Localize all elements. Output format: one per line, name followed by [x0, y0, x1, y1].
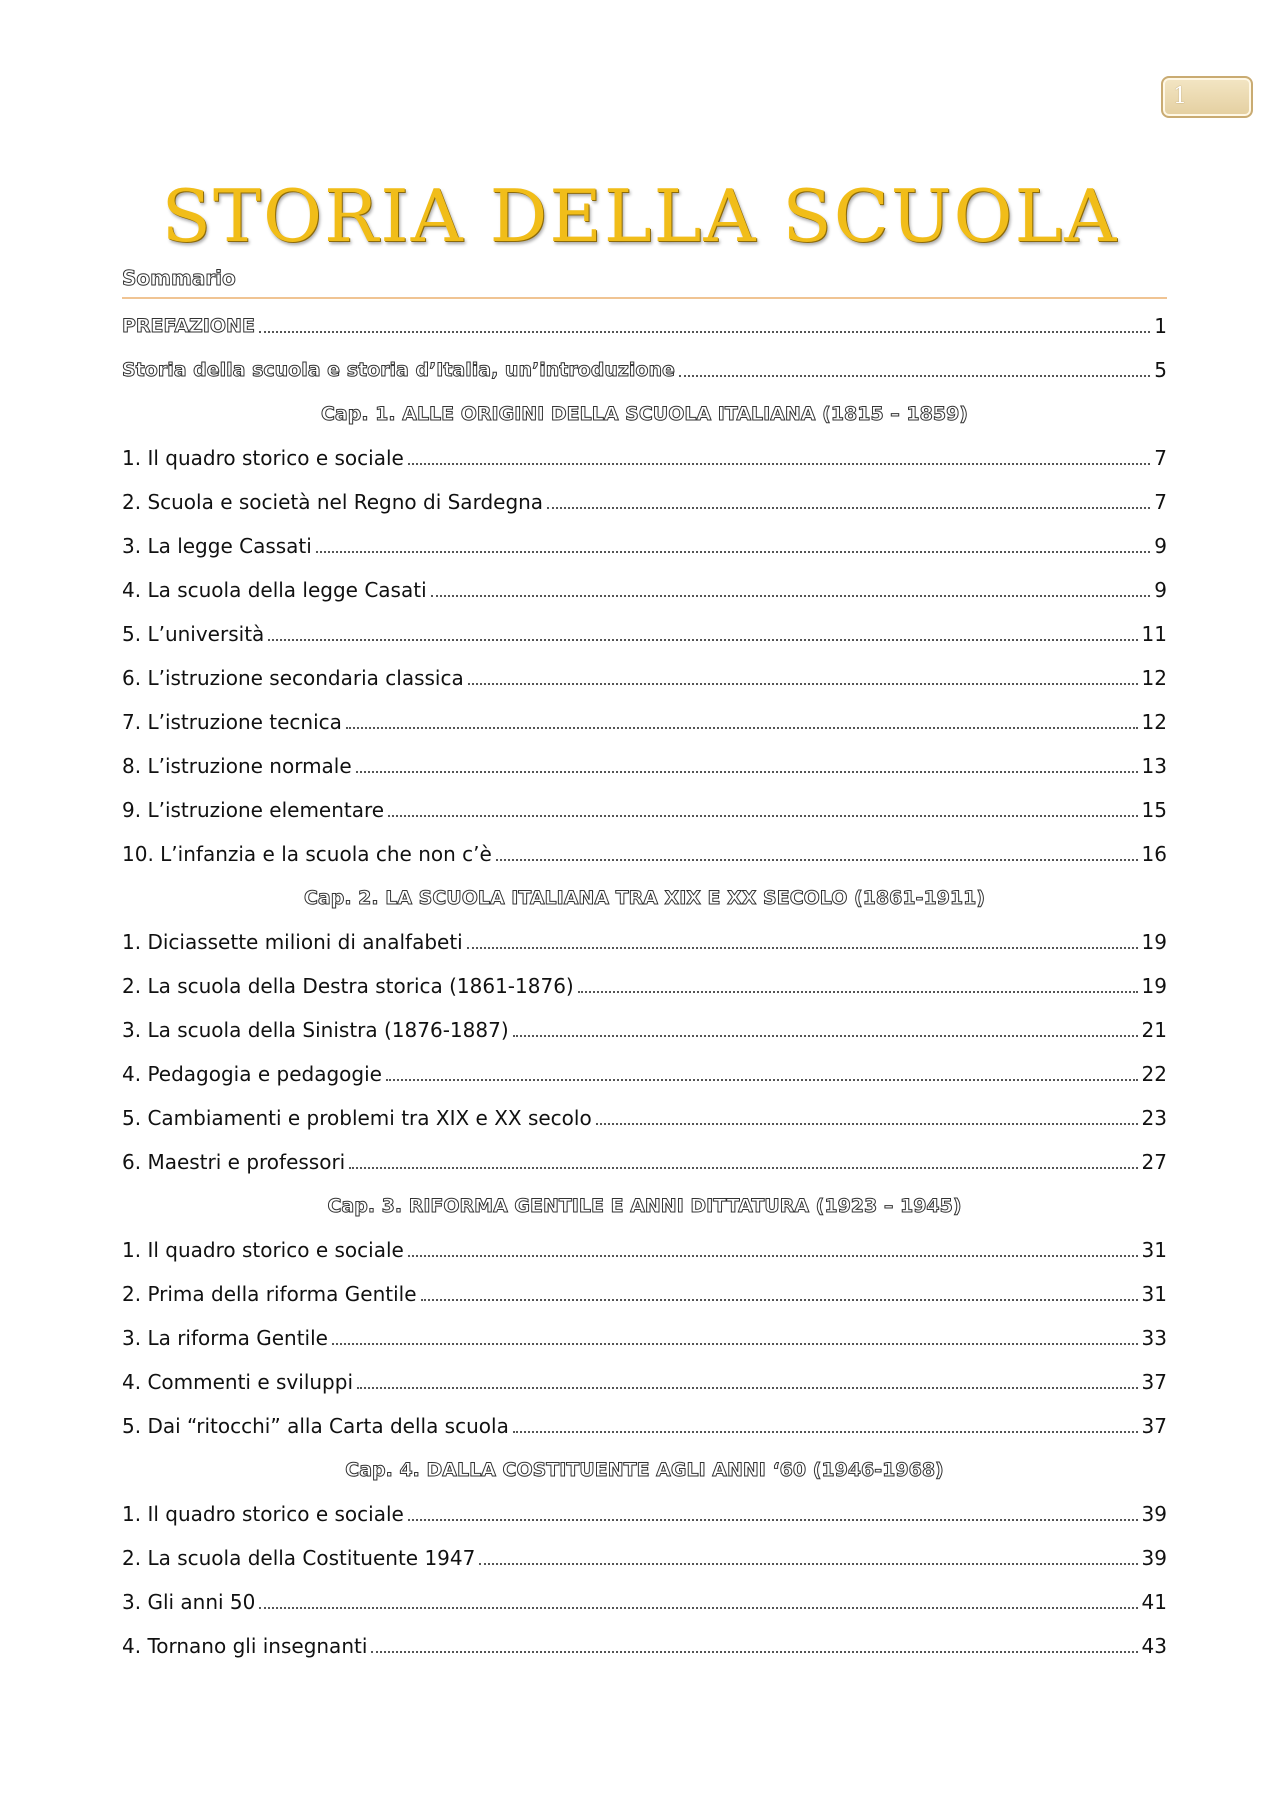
dot-leader: [388, 815, 1137, 817]
toc-entry-label: 7. L’istruzione tecnica: [122, 710, 342, 734]
toc-entry-page: 11: [1141, 622, 1167, 646]
toc-entry-label: Storia della scuola e storia d’Italia, un’introduzione: [122, 359, 675, 381]
toc-entry-label: 3. La riforma Gentile: [122, 1326, 328, 1350]
toc-entry-page: 37: [1141, 1414, 1167, 1438]
toc-entry-page: 9: [1154, 534, 1167, 558]
toc-entry-label: 5. Cambiamenti e problemi tra XIX e XX secolo: [122, 1106, 592, 1130]
toc-entry[interactable]: [122, 656, 1167, 700]
toc-entry-label: 2. La scuola della Destra storica (1861-1876): [122, 974, 574, 998]
toc-entry[interactable]: [122, 1272, 1167, 1316]
dot-leader: [408, 463, 1150, 465]
dot-leader: [259, 1607, 1137, 1609]
document-title: STORIA DELLA SCUOLA: [161, 174, 1119, 258]
toc-entry-page: 33: [1141, 1326, 1167, 1350]
toc-entry-page: 19: [1141, 974, 1167, 998]
toc-entry-label: 2. Scuola e società nel Regno di Sardegna: [122, 490, 544, 514]
toc-entry[interactable]: [122, 1140, 1167, 1184]
toc-entry-page: 5: [1154, 358, 1167, 382]
chapter-heading-3[interactable]: Cap. 3. RIFORMA GENTILE E ANNI DITTATURA (1923 – 1945): [327, 1195, 962, 1217]
toc-entry-page: 27: [1141, 1150, 1167, 1174]
dot-leader: [408, 1255, 1138, 1257]
toc-entry[interactable]: [122, 436, 1167, 480]
toc-entry[interactable]: [122, 832, 1167, 876]
toc-entry-label: 2. Prima della riforma Gentile: [122, 1282, 417, 1306]
toc-entry[interactable]: [122, 1404, 1167, 1448]
toc-entry-label: 8. L’istruzione normale: [122, 754, 352, 778]
toc-entry[interactable]: [122, 788, 1167, 832]
dot-leader: [513, 1431, 1138, 1433]
toc-entry-label: 3. La scuola della Sinistra (1876-1887): [122, 1018, 509, 1042]
toc-entry-page: 37: [1141, 1370, 1167, 1394]
toc-entry-label: 5. Dai “ritocchi” alla Carta della scuola: [122, 1414, 509, 1438]
toc-entry-label: 5. L’università: [122, 622, 265, 646]
toc-entry-page: 13: [1141, 754, 1167, 778]
dot-leader: [578, 991, 1138, 993]
toc-entry[interactable]: [122, 1052, 1167, 1096]
toc-entry-page: 22: [1141, 1062, 1167, 1086]
dot-leader: [596, 1123, 1138, 1125]
toc-entry-page: 12: [1141, 710, 1167, 734]
toc-entry-page: 9: [1154, 578, 1167, 602]
toc-entry-label: 4. Tornano gli insegnanti: [122, 1634, 368, 1658]
dot-leader: [547, 507, 1150, 509]
dot-leader: [346, 727, 1138, 729]
dot-leader: [316, 551, 1150, 553]
toc-entry[interactable]: [122, 1624, 1167, 1668]
dot-leader: [332, 1343, 1138, 1345]
dot-leader: [431, 595, 1151, 597]
toc-entry[interactable]: [122, 480, 1167, 524]
toc-entry-prefazione[interactable]: [122, 304, 1167, 348]
toc-divider: [122, 297, 1167, 299]
toc-entry-page: 21: [1141, 1018, 1167, 1042]
toc-entry[interactable]: [122, 524, 1167, 568]
toc-entry[interactable]: [122, 568, 1167, 612]
chapter-heading-1[interactable]: Cap. 1. ALLE ORIGINI DELLA SCUOLA ITALIANA (1815 – 1859): [320, 403, 968, 425]
toc-entry-label: 6. L’istruzione secondaria classica: [122, 666, 464, 690]
toc-entry-page: 43: [1141, 1634, 1167, 1658]
toc-entry-label: 1. Diciassette milioni di analfabeti: [122, 930, 463, 954]
toc-entry-introduzione[interactable]: [122, 348, 1167, 392]
toc-entry-label: 3. La legge Cassati: [122, 534, 312, 558]
toc-entry-page: 1: [1154, 314, 1167, 338]
dot-leader: [371, 1651, 1137, 1653]
toc-entry[interactable]: [122, 1580, 1167, 1624]
toc-entry-label: 3. Gli anni 50: [122, 1590, 256, 1614]
chapter-heading-4[interactable]: Cap. 4. DALLA COSTITUENTE AGLI ANNI ‘60 (1946-1968): [345, 1459, 944, 1481]
dot-leader: [386, 1079, 1138, 1081]
dot-leader: [421, 1299, 1138, 1301]
toc-entry-page: 15: [1141, 798, 1167, 822]
toc-entry-page: 39: [1141, 1546, 1167, 1570]
toc-entry[interactable]: [122, 1096, 1167, 1140]
toc-entry-page: 7: [1154, 446, 1167, 470]
toc-entry-page: 31: [1141, 1282, 1167, 1306]
toc-entry-label: 4. Pedagogia e pedagogie: [122, 1062, 382, 1086]
chapters-list: [122, 392, 1167, 1668]
dot-leader: [467, 947, 1138, 949]
toc-entry-page: 16: [1141, 842, 1167, 866]
toc-entry[interactable]: [122, 1360, 1167, 1404]
toc-entry-label: 4. La scuola della legge Casati: [122, 578, 427, 602]
toc-entry[interactable]: [122, 744, 1167, 788]
chapter-heading-2[interactable]: Cap. 2. LA SCUOLA ITALIANA TRA XIX E XX SECOLO (1861-1911): [303, 887, 986, 909]
dot-leader: [679, 375, 1150, 377]
dot-leader: [513, 1035, 1138, 1037]
toc-entry[interactable]: [122, 700, 1167, 744]
page-number-badge: 1: [1161, 76, 1253, 118]
toc-entry-page: 39: [1141, 1502, 1167, 1526]
toc-entry-label: 6. Maestri e professori: [122, 1150, 346, 1174]
toc-entry[interactable]: [122, 1008, 1167, 1052]
toc-entry-label: 10. L’infanzia e la scuola che non c’è: [122, 842, 492, 866]
toc-entry-label: 1. Il quadro storico e sociale: [122, 1502, 404, 1526]
toc-entry-label: 1. Il quadro storico e sociale: [122, 1238, 404, 1262]
dot-leader: [356, 771, 1138, 773]
dot-leader: [357, 1387, 1138, 1389]
toc-entry[interactable]: [122, 1316, 1167, 1360]
toc-entry-label: 9. L’istruzione elementare: [122, 798, 385, 822]
dot-leader: [268, 639, 1137, 641]
toc-entry-page: 7: [1154, 490, 1167, 514]
dot-leader: [479, 1563, 1137, 1565]
toc-entry-label: 4. Commenti e sviluppi: [122, 1370, 353, 1394]
toc-entry-page: 23: [1141, 1106, 1167, 1130]
toc-entry-page: 19: [1141, 930, 1167, 954]
toc-entry[interactable]: [122, 1228, 1167, 1272]
toc-entry-label: 1. Il quadro storico e sociale: [122, 446, 404, 470]
toc-entry-page: 31: [1141, 1238, 1167, 1262]
toc-entry[interactable]: [122, 964, 1167, 1008]
table-of-contents: [122, 304, 1167, 1668]
dot-leader: [408, 1519, 1138, 1521]
dot-leader: [349, 1167, 1137, 1169]
toc-heading: Sommario: [122, 266, 236, 290]
toc-entry[interactable]: [122, 1492, 1167, 1536]
toc-entry[interactable]: [122, 920, 1167, 964]
toc-entry[interactable]: [122, 612, 1167, 656]
toc-entry[interactable]: [122, 1536, 1167, 1580]
toc-entry-label: 2. La scuola della Costituente 1947: [122, 1546, 476, 1570]
toc-entry-page: 41: [1141, 1590, 1167, 1614]
toc-entry-page: 12: [1141, 666, 1167, 690]
dot-leader: [259, 331, 1150, 333]
toc-entry-label: PREFAZIONE: [122, 315, 255, 337]
dot-leader: [468, 683, 1138, 685]
dot-leader: [496, 859, 1138, 861]
